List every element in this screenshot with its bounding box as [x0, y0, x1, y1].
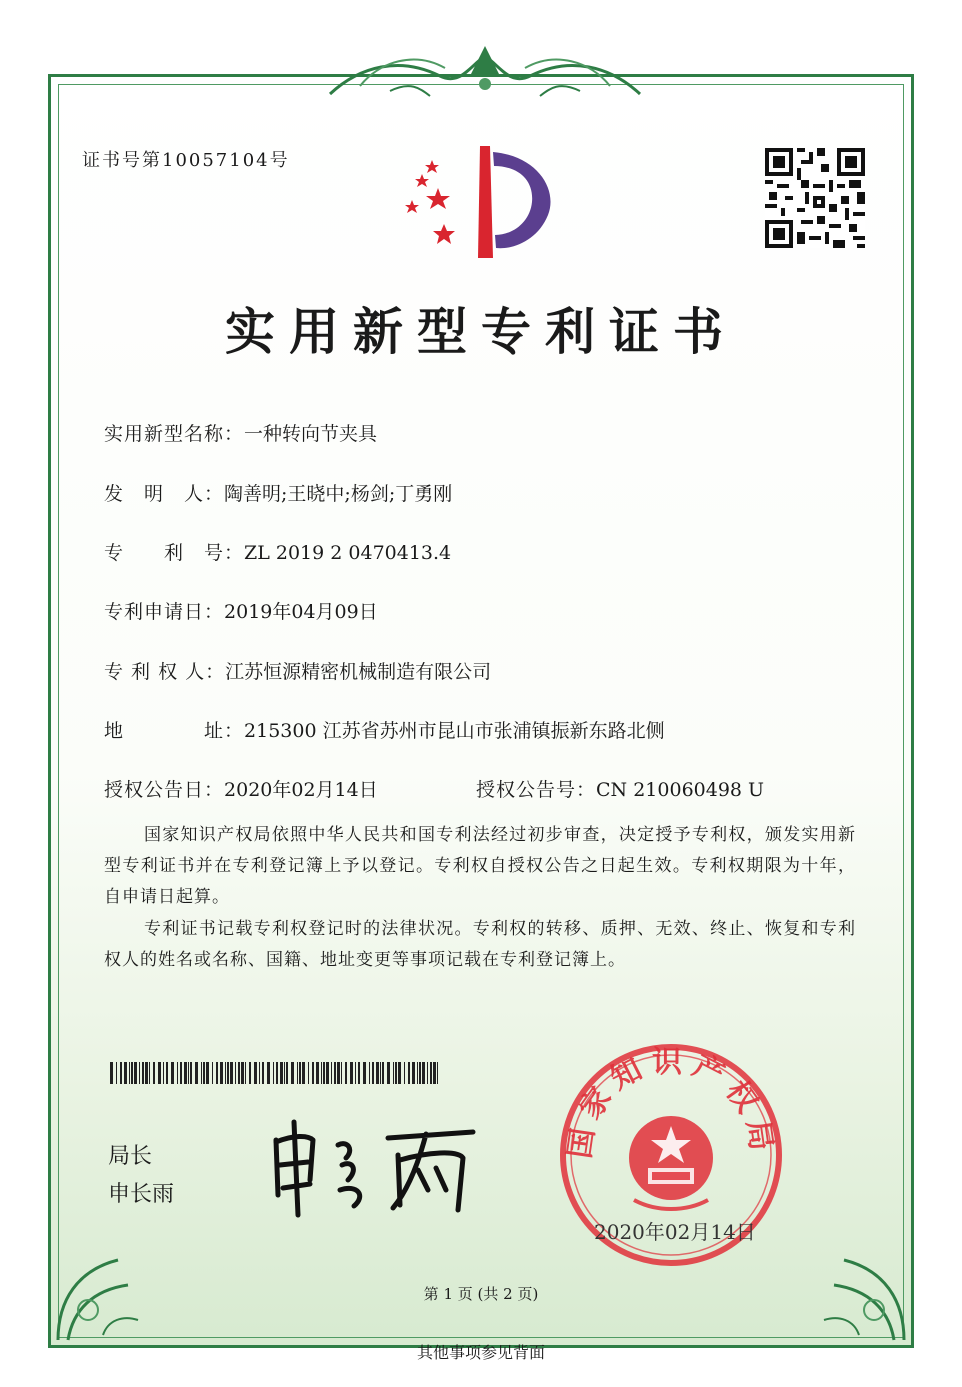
field-address [104, 716, 665, 743]
footer-note: 其他事项参见背面 [416, 1343, 545, 1362]
field-label: 发 明 人： [104, 483, 225, 505]
field-value: 一种转向节夹具 [244, 423, 378, 445]
director-title: 局长 [108, 1144, 153, 1169]
field-filing-date [104, 597, 378, 624]
field-label: 授权公告号： [476, 779, 597, 801]
director-signature [258, 1110, 488, 1220]
field-value: CN 210060498 U [596, 779, 765, 801]
field-value: 陶善明;王晓中;杨剑;丁勇刚 [224, 483, 453, 505]
legal-paragraph-2: 专利证书记载专利权登记时的法律状况。专利权的转移、质押、无效、终止、恢复和专利权人的姓名或名称、国籍、地址变更等事项记载在专利登记簿上。 [104, 919, 856, 970]
field-label: 授权公告日： [104, 779, 225, 801]
page-number: 第 1 页 (共 2 页) [423, 1285, 539, 1303]
field-value: 2020年02月14日 [224, 779, 378, 801]
field-label: 专利申请日： [104, 601, 225, 623]
seal-text: 国家知识产权局 [562, 1045, 780, 1161]
barcode-icon [110, 1062, 440, 1084]
seal-date: 2020年02月14日 [594, 1220, 756, 1244]
field-inventors [104, 479, 452, 506]
field-patentee [104, 657, 491, 684]
legal-paragraph-1: 国家知识产权局依照中华人民共和国专利法经过初步审查，决定授予专利权，颁发实用新型专利证书并在专利登记簿上予以登记。专利权自授权公告之日起生效。专利权期限为十年，自申请日起算。 [104, 825, 856, 907]
field-announcement-date [104, 775, 378, 802]
field-label: 实用新型名称： [104, 423, 245, 445]
top-ornament [320, 36, 650, 106]
field-patent-number [104, 538, 451, 565]
certificate-title: 实用新型专利证书 [225, 303, 737, 361]
field-value: ZL 2019 2 0470413.4 [244, 542, 452, 564]
cnipa-emblem-icon [398, 140, 558, 260]
field-value: 2019年04月09日 [224, 601, 378, 623]
field-value: 江苏恒源精密机械制造有限公司 [225, 661, 492, 683]
certificate-number: 证书号第10057104号 [82, 150, 290, 171]
director-block [108, 1138, 174, 1214]
field-utility-model-name [104, 419, 377, 446]
qr-code-icon [765, 148, 865, 248]
field-value: 215300 江苏省苏州市昆山市张浦镇振新东路北侧 [244, 720, 665, 742]
field-label: 专 利 权 人： [104, 661, 226, 683]
field-label: 地 址： [104, 720, 245, 742]
field-label: 专 利 号： [104, 542, 245, 564]
field-announcement-number [476, 775, 764, 802]
director-name: 申长雨 [108, 1182, 175, 1207]
